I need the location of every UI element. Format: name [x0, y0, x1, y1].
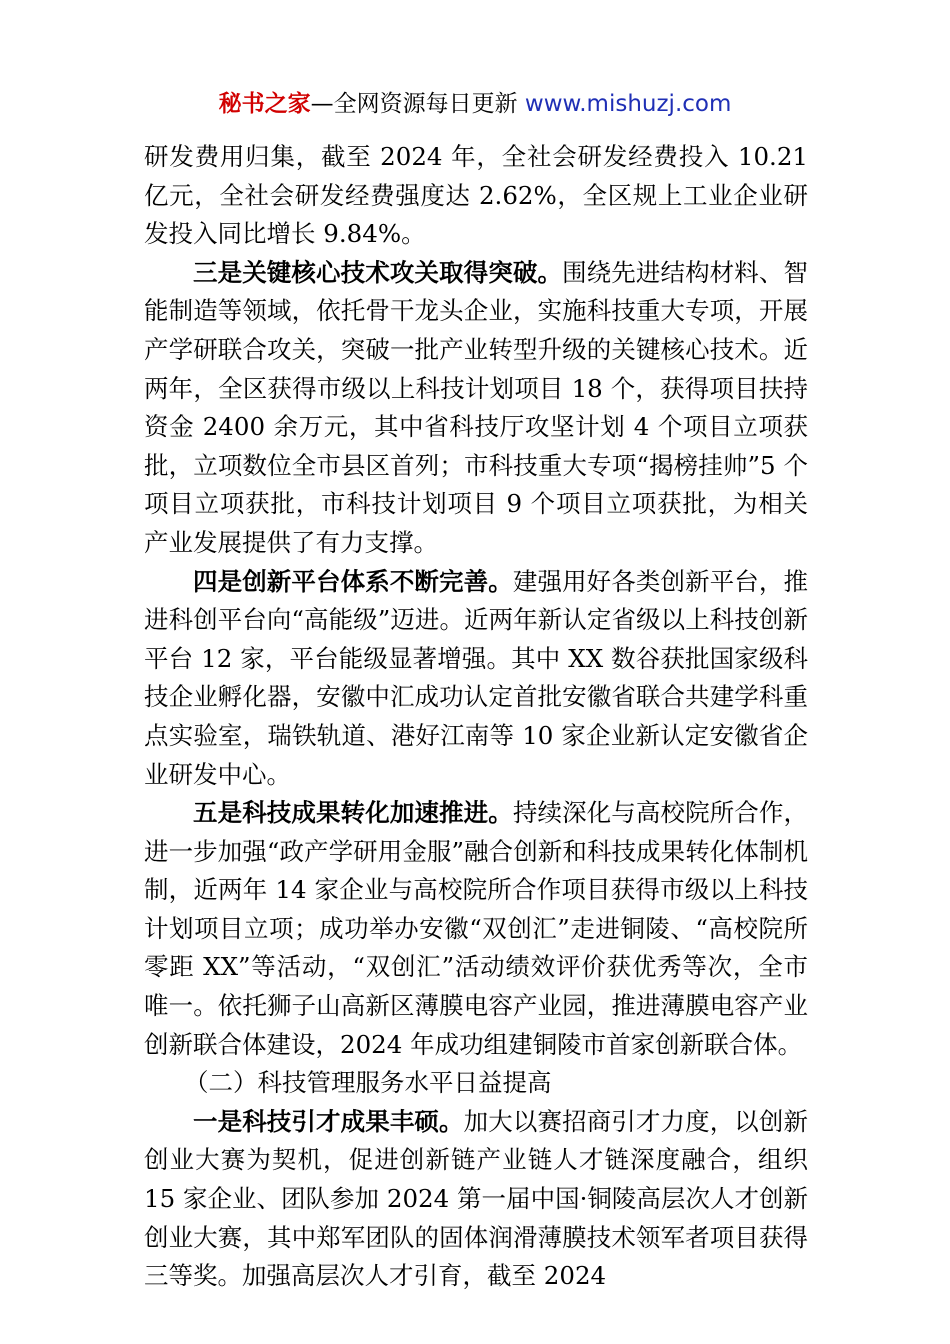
- paragraph-text: 研发费用归集，截至 2024 年，全社会研发经费投入 10.21 亿元，全社会研发经费强度达 2.62%，全区规上工业企业研发投入同比增长 9.84%。: [144, 142, 808, 249]
- document-body: [144, 138, 808, 1296]
- section-subheading: （二）科技管理服务水平日益提高: [184, 1068, 552, 1098]
- paragraph-lead-heading: 五是科技成果转化加速推进。: [193, 798, 513, 828]
- paragraph-text: 加大以赛招商引才力度，以创新创业大赛为契机，促进创新链产业链人才链深度融合，组织 15 家企业、团队参加 2024 第一届中国·铜陵高层次人才创新创业大赛，其中郑军团队的固体润滑薄膜技术领军者项目获得三等奖。加强高层次人才引育，截至 2024: [144, 1106, 809, 1291]
- paragraph-lead-heading: 一是科技引才成果丰硕。: [193, 1106, 464, 1136]
- site-url-link[interactable]: www.mishuzj.com: [524, 91, 732, 117]
- paragraph-innovation-platform: [144, 563, 808, 795]
- paragraph-text: 持续深化与高校院所合作，进一步加强“政产学研用金服”融合创新和科技成果转化体制机制，近两年 14 家企业与高校院所合作项目获得市级以上科技计划项目立项；成功举办安徽“双创汇”走进铜陵、“高校院所零距 XX”等活动，“双创汇”活动绩效评价获优秀等次，全市唯一。依托狮子山高新区薄膜电容产业园，推进薄膜电容产业创新联合体建设，2024 年成功组建铜陵市首家创新联合体。: [144, 798, 809, 1059]
- header-tagline: 全网资源每日更新: [333, 91, 518, 117]
- site-header-banner: [0, 84, 950, 124]
- paragraph-rd-funding: [144, 138, 808, 254]
- header-separator: —: [310, 91, 334, 117]
- paragraph-lead-heading: 三是关键核心技术攻关取得突破。: [193, 257, 563, 287]
- paragraph-lead-heading: 四是创新平台体系不断完善。: [193, 566, 513, 596]
- paragraph-text: 建强用好各类创新平台，推进科创平台向“高能级”迈进。近两年新认定省级以上科技创新平台 12 家，平台能级显著增强。其中 XX 数谷获批国家级科技企业孵化器，安徽中汇成功认定首批安徽省联合共建学科重点实验室，瑞铁轨道、港好江南等 10 家企业新认定安徽省企业研发中心。: [144, 566, 809, 789]
- brand-name: 秘书之家: [218, 91, 311, 117]
- paragraph-tech-transfer: [144, 794, 808, 1064]
- paragraph-core-tech: [144, 254, 808, 563]
- paragraph-talent-recruitment: [144, 1103, 808, 1296]
- paragraph-text: 围绕先进结构材料、智能制造等领域，依托骨干龙头企业，实施科技重大专项，开展产学研联合攻关，突破一批产业转型升级的关键核心技术。近两年，全区获得市级以上科技计划项目 18 个，获得项目扶持资金 2400 余万元，其中省科技厅攻坚计划 4 个项目立项获批，立项数位全市县区首列；市科技重大专项“揭榜挂帅”5 个项目立项获批，市科技计划项目 9 个项目立项获批，为相关产业发展提供了有力支撑。: [144, 257, 808, 557]
